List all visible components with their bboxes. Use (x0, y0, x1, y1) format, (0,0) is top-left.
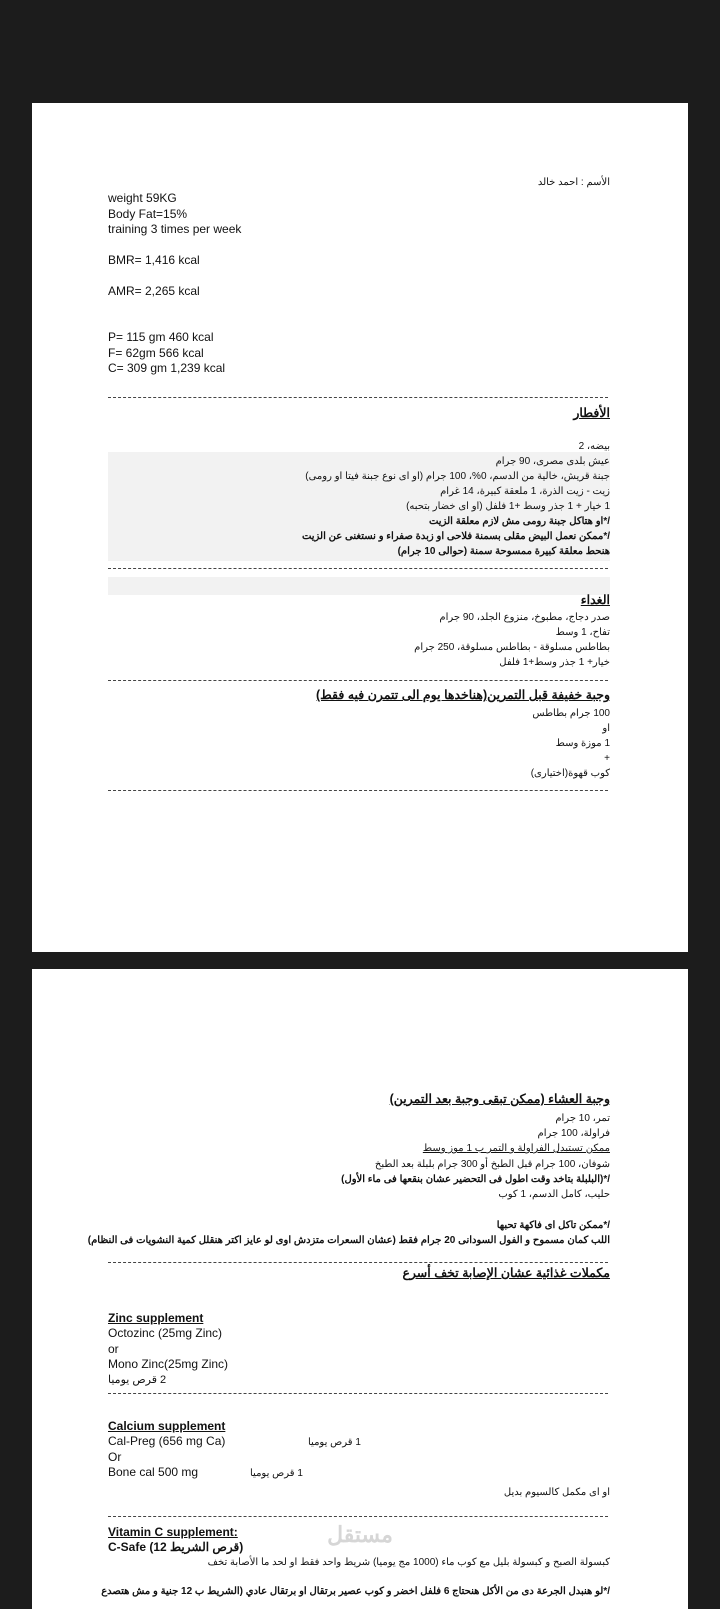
dinner-item: فراولة، 100 جرام (537, 1128, 610, 1139)
breakfast-title: الأفطار (573, 406, 610, 420)
preworkout-item: او (602, 723, 610, 734)
vitc-note: كبسولة الصبح و كبسولة بليل مع كوب ماء (1000 مج يوميا) شريط واحد فقط او لحد ما الأصابة تخف (207, 1557, 610, 1568)
breakfast-note: /*ممكن نعمل البيض مقلى بسمنة فلاحى او زبدة صفراء و نستغنى عن الزيت (301, 531, 610, 542)
separator (108, 790, 608, 791)
lunch-item: خيار+ 1 جذر وسط+1 فلفل (499, 657, 610, 668)
separator (108, 1516, 608, 1517)
vitc-product: C-Safe (12 قرص الشريط) (108, 1540, 244, 1554)
dinner-item: شوفان، 100 جرام قبل الطبخ أو 300 جرام بلبلة بعد الطبخ (374, 1159, 610, 1170)
macro-fat: F= 62gm 566 kcal (108, 345, 204, 360)
preworkout-item: كوب قهوة(اختيارى) (530, 768, 610, 779)
dinner-note: /*ممكن تاكل اى فاكهة تحبها (496, 1220, 610, 1231)
watermark-logo: مستقل (327, 1522, 393, 1547)
amr-value: AMR= 2,265 kcal (108, 284, 200, 298)
bmr-value: BMR= 1,416 kcal (108, 253, 200, 267)
preworkout-item: 1 موزة وسط (555, 738, 610, 749)
zinc-dose: 2 قرص يوميا (108, 1374, 167, 1386)
separator (108, 397, 608, 398)
document-page-1 (32, 103, 688, 952)
lunch-title: الغداء (580, 593, 610, 607)
calcium-title: Calcium supplement (108, 1419, 226, 1433)
dinner-item: حليب، كامل الدسم، 1 كوب (498, 1189, 610, 1200)
zinc-line: or (108, 1341, 119, 1356)
calcium-line: Cal-Preg (656 mg Ca) (108, 1434, 226, 1448)
calcium-dose: 1 قرص يوميا (308, 1437, 361, 1448)
preworkout-title: وجبة خفيفة قبل التمرين(هناخدها يوم الى تتمرن فيه فقط) (316, 688, 610, 702)
dinner-title: وجبة العشاء (ممكن تبقى وجبة بعد التمرين) (389, 1092, 610, 1106)
calcium-line: Bone cal 500 mg (108, 1465, 199, 1479)
breakfast-item: بيضه، 2 (578, 441, 610, 452)
separator (108, 1262, 608, 1263)
breakfast-item: زيت - زيت الذرة، 1 ملعقة كبيرة، 14 غرام (440, 486, 610, 497)
lunch-item: بطاطس مسلوقة - بطاطس مسلوقة، 250 جرام (414, 642, 610, 653)
lunch-shade (108, 577, 610, 595)
separator (108, 568, 608, 569)
client-name: الأسم : احمد خالد (537, 177, 610, 188)
breakfast-note: /*او هتاكل جبنة رومى مش لازم معلقة الزيت (428, 516, 610, 527)
calcium-or: Or (108, 1450, 122, 1464)
separator (108, 680, 608, 681)
zinc-line: Mono Zinc(25mg Zinc) (108, 1357, 229, 1371)
dinner-item: تمر، 10 جرام (555, 1113, 610, 1124)
supplements-title: مكملات غذائية عشان الإصابة تخف أسرع (402, 1266, 610, 1280)
dinner-item: /*(البلبلة بتاخد وقت اطول فى التحضير عشان بنقعها فى ماء الأول) (341, 1174, 610, 1185)
calcium-dose: 1 قرص يوميا (250, 1468, 303, 1479)
calcium-alt: او اى مكمل كالسيوم بديل (503, 1487, 610, 1498)
breakfast-item: 1 خيار + 1 جذر وسط +1 فلفل (او اى خضار بتحبه) (406, 501, 610, 512)
vitc-title: Vitamin C supplement: (108, 1525, 238, 1539)
macro-carbs: C= 309 gm 1,239 kcal (108, 361, 226, 375)
preworkout-item: 100 جرام بطاطس (532, 708, 610, 719)
lunch-item: صدر دجاج، مطبوخ، منزوع الجلد، 90 جرام (439, 612, 610, 623)
stat-training: training 3 times per week (108, 222, 242, 236)
separator (108, 1393, 608, 1394)
stat-weight: weight 59KG (108, 191, 177, 205)
dinner-note: اللب كمان مسموح و الفول السودانى 20 جرام فقط (عشان السعرات متزدش اوى لو عايز اكتر هنقلل كمية النشويات فى النظام) (87, 1235, 610, 1246)
dinner-item: ممكن تستبدل الفراولة و التمر ب 1 موز وسط (422, 1143, 610, 1154)
document-page-2 (32, 969, 688, 1609)
stat-bodyfat: Body Fat=15% (108, 206, 188, 221)
lunch-item: تفاح، 1 وسط (555, 627, 610, 638)
zinc-title: Zinc supplement (108, 1311, 204, 1325)
preworkout-item: + (604, 753, 610, 764)
macro-protein: P= 115 gm 460 kcal (108, 330, 214, 344)
breakfast-item: جبنة قريش، خالية من الدسم، 0%، 100 جرام (او اى نوع جبنة فيتا او رومى) (305, 471, 610, 482)
breakfast-item: عيش بلدى مصرى، 90 جرام (495, 456, 610, 467)
vitc-last: /*لو هنبدل الجرعة دى من الأكل هنحتاج 6 فلفل اخضر و كوب عصير برتقال او برتقال عادي (الشريط ب 12 جنية و مش هتصدع (101, 1586, 610, 1597)
zinc-line: Octozinc (25mg Zinc) (108, 1326, 223, 1340)
breakfast-note: هنحط معلقة كبيرة ممسوحة سمنة (حوالى 10 جرام) (397, 546, 610, 557)
